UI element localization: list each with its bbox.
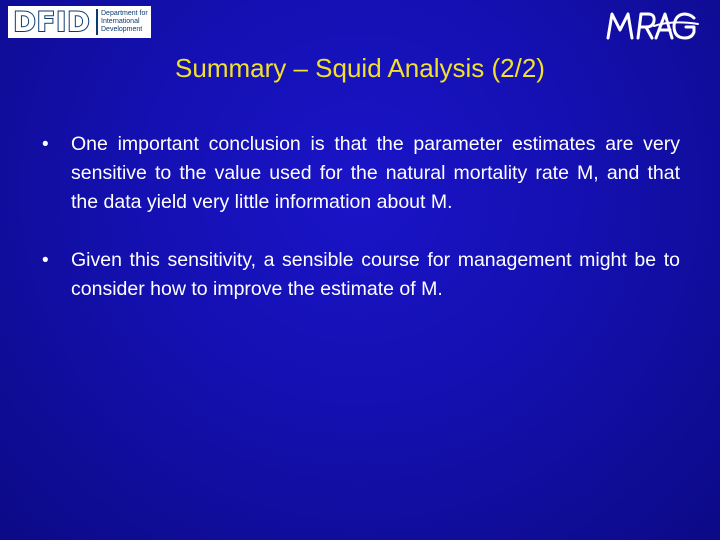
bullet-text: One important conclusion is that the parameter estimates are very sensitive to the value used for the natural mortality rate M, and that the data yield very little information about M. bbox=[71, 133, 680, 213]
dfid-subtitle-line-1: Department for bbox=[101, 10, 148, 17]
bullet-list bbox=[40, 130, 680, 333]
slide-title: Summary – Squid Analysis (2/2) bbox=[175, 53, 545, 83]
bullet-item bbox=[40, 130, 680, 217]
dfid-logo-letters bbox=[8, 6, 96, 38]
dfid-subtitle-line-3: Development bbox=[101, 26, 143, 33]
dfid-logo bbox=[8, 6, 151, 38]
bullet-item bbox=[40, 246, 680, 304]
dfid-subtitle-line-2: International bbox=[101, 18, 140, 25]
bullet-text: Given this sensitivity, a sensible course for management might be to consider how to improve the estimate of M. bbox=[71, 249, 680, 300]
dfid-logo-subtitle bbox=[96, 9, 148, 35]
dfid-logo-wordmark: DFID bbox=[13, 6, 91, 38]
bullet-marker: • bbox=[42, 134, 49, 155]
mrag-logo bbox=[602, 6, 702, 46]
bullet-marker: • bbox=[42, 250, 49, 271]
mrag-logo-graphic bbox=[602, 6, 702, 46]
